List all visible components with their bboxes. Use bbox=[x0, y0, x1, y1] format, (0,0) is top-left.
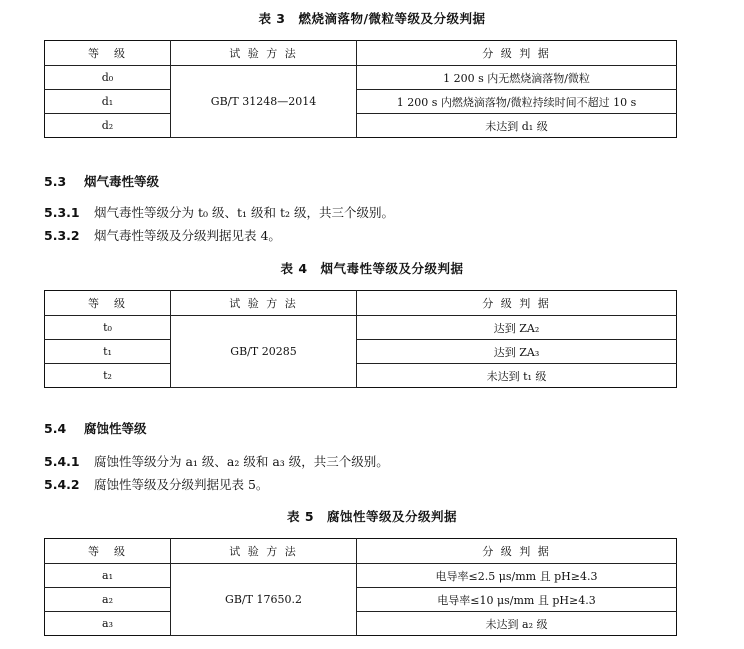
table3-caption: 表 3 燃烧滴落物/微粒等级及分级判据 bbox=[258, 11, 486, 26]
header-method: 试 验 方 法 bbox=[171, 539, 357, 564]
grade-cell: a₃ bbox=[45, 612, 171, 636]
section-number: 5.4 bbox=[44, 421, 67, 436]
paragraph-text: 腐蚀性等级及分级判据见表 5。 bbox=[94, 477, 269, 492]
table3-header-row bbox=[45, 41, 677, 66]
table-row bbox=[45, 90, 677, 114]
paragraph-5-3-1 bbox=[44, 203, 394, 221]
grade-cell: t₂ bbox=[45, 364, 171, 388]
paragraph-5-4-1 bbox=[44, 452, 389, 470]
header-method: 试 验 方 法 bbox=[171, 291, 357, 316]
criterion-cell: 未达到 d₁ 级 bbox=[357, 114, 677, 138]
table-row bbox=[45, 612, 677, 636]
paragraph-number: 5.3.2 bbox=[44, 228, 80, 243]
table-row bbox=[45, 588, 677, 612]
paragraph-text: 腐蚀性等级分为 a₁ 级、a₂ 级和 a₃ 级，共三个级别。 bbox=[94, 454, 389, 469]
section-5-3-heading bbox=[44, 172, 159, 190]
paragraph-number: 5.4.1 bbox=[44, 454, 80, 469]
paragraph-number: 5.3.1 bbox=[44, 205, 80, 220]
section-title: 腐蚀性等级 bbox=[84, 421, 147, 436]
header-criterion: 分 级 判 据 bbox=[357, 539, 677, 564]
table-row bbox=[45, 114, 677, 138]
grade-cell: d₁ bbox=[45, 90, 171, 114]
criterion-cell: 1 200 s 内燃烧滴落物/微粒持续时间不超过 10 s bbox=[357, 90, 677, 114]
header-grade: 等 级 bbox=[45, 539, 171, 564]
method-cell: GB/T 17650.2 bbox=[171, 564, 357, 636]
section-title: 烟气毒性等级 bbox=[84, 174, 160, 189]
table-row bbox=[45, 364, 677, 388]
table5-caption: 表 5 腐蚀性等级及分级判据 bbox=[286, 509, 458, 524]
grade-cell: t₀ bbox=[45, 316, 171, 340]
table4-header-row bbox=[45, 291, 677, 316]
criterion-cell: 未达到 t₁ 级 bbox=[357, 364, 677, 388]
grade-cell: d₂ bbox=[45, 114, 171, 138]
header-grade: 等 级 bbox=[45, 41, 171, 66]
table5 bbox=[44, 538, 677, 636]
table5-header-row bbox=[45, 539, 677, 564]
header-method: 试 验 方 法 bbox=[171, 41, 357, 66]
table3 bbox=[44, 40, 677, 138]
table-row bbox=[45, 66, 677, 90]
paragraph-5-4-2 bbox=[44, 475, 268, 493]
paragraph-text: 烟气毒性等级及分级判据见表 4。 bbox=[94, 228, 281, 243]
grade-cell: t₁ bbox=[45, 340, 171, 364]
criterion-cell: 电导率≤10 μs/mm 且 pH≥4.3 bbox=[357, 588, 677, 612]
table4-caption: 表 4 烟气毒性等级及分级判据 bbox=[280, 261, 464, 276]
criterion-cell: 1 200 s 内无燃烧滴落物/微粒 bbox=[357, 66, 677, 90]
section-number: 5.3 bbox=[44, 174, 67, 189]
method-cell: GB/T 20285 bbox=[171, 316, 357, 388]
header-criterion: 分 级 判 据 bbox=[357, 291, 677, 316]
method-cell: GB/T 31248—2014 bbox=[171, 66, 357, 138]
paragraph-number: 5.4.2 bbox=[44, 477, 80, 492]
table-row bbox=[45, 316, 677, 340]
criterion-cell: 达到 ZA₂ bbox=[357, 316, 677, 340]
table-row bbox=[45, 564, 677, 588]
header-grade: 等 级 bbox=[45, 291, 171, 316]
grade-cell: d₀ bbox=[45, 66, 171, 90]
paragraph-text: 烟气毒性等级分为 t₀ 级、t₁ 级和 t₂ 级，共三个级别。 bbox=[94, 205, 394, 220]
criterion-cell: 电导率≤2.5 μs/mm 且 pH≥4.3 bbox=[357, 564, 677, 588]
grade-cell: a₁ bbox=[45, 564, 171, 588]
grade-cell: a₂ bbox=[45, 588, 171, 612]
criterion-cell: 未达到 a₂ 级 bbox=[357, 612, 677, 636]
table-row bbox=[45, 340, 677, 364]
section-5-4-heading bbox=[44, 419, 147, 437]
header-criterion: 分 级 判 据 bbox=[357, 41, 677, 66]
paragraph-5-3-2 bbox=[44, 226, 281, 244]
criterion-cell: 达到 ZA₃ bbox=[357, 340, 677, 364]
table4 bbox=[44, 290, 677, 388]
